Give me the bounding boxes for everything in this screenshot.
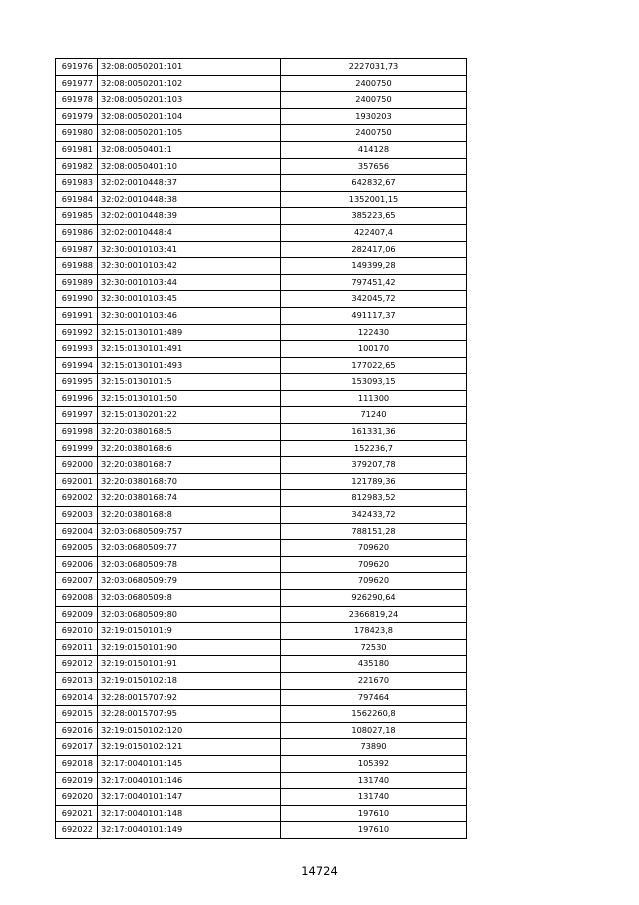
cadastral-number-cell: 32:08:0050201:104 [98,108,281,125]
row-number-cell: 692015 [56,706,98,723]
table-row [56,258,467,275]
cadastral-number-cell: 32:19:0150102:120 [98,722,281,739]
value-cell: 812983,52 [281,490,467,507]
cadastral-number-cell: 32:03:0680509:77 [98,540,281,557]
cadastral-number-cell: 32:15:0130201:22 [98,407,281,424]
cadastral-number-cell: 32:15:0130101:489 [98,324,281,341]
table-row [56,307,467,324]
cadastral-number-cell: 32:19:0150101:90 [98,639,281,656]
value-cell: 788151,28 [281,523,467,540]
row-number-cell: 691996 [56,390,98,407]
row-number-cell: 692003 [56,507,98,524]
row-number-cell: 692002 [56,490,98,507]
table-row [56,739,467,756]
row-number-cell: 691986 [56,224,98,241]
cadastral-number-cell: 32:03:0680509:79 [98,573,281,590]
cadastral-number-cell: 32:02:0010448:4 [98,224,281,241]
value-cell: 149399,28 [281,258,467,275]
table-row [56,722,467,739]
value-cell: 2366819,24 [281,606,467,623]
row-number-cell: 692016 [56,722,98,739]
cadastral-number-cell: 32:17:0040101:148 [98,805,281,822]
cadastral-number-cell: 32:20:0380168:6 [98,440,281,457]
value-cell: 797451,42 [281,274,467,291]
cadastral-number-cell: 32:03:0680509:8 [98,590,281,607]
row-number-cell: 692005 [56,540,98,557]
cadastral-number-cell: 32:02:0010448:38 [98,191,281,208]
row-number-cell: 691997 [56,407,98,424]
cadastral-number-cell: 32:02:0010448:39 [98,208,281,225]
cadastral-number-cell: 32:17:0040101:146 [98,772,281,789]
table-row [56,639,467,656]
value-cell: 435180 [281,656,467,673]
row-number-cell: 691983 [56,175,98,192]
row-number-cell: 691989 [56,274,98,291]
cadastral-number-cell: 32:19:0150102:18 [98,672,281,689]
row-number-cell: 691993 [56,341,98,358]
table-row [56,424,467,441]
cadastral-number-cell: 32:15:0130101:493 [98,357,281,374]
value-cell: 100170 [281,341,467,358]
row-number-cell: 692008 [56,590,98,607]
table-row [56,374,467,391]
row-number-cell: 692010 [56,623,98,640]
table-row [56,706,467,723]
table-row [56,92,467,109]
value-cell: 177022,65 [281,357,467,374]
table-row [56,141,467,158]
data-table [55,58,467,839]
table-row [56,440,467,457]
cadastral-number-cell: 32:08:0050201:102 [98,75,281,92]
value-cell: 709620 [281,573,467,590]
row-number-cell: 692020 [56,789,98,806]
row-number-cell: 691990 [56,291,98,308]
cadastral-number-cell: 32:15:0130101:5 [98,374,281,391]
table-row [56,59,467,76]
row-number-cell: 691978 [56,92,98,109]
value-cell: 152236,7 [281,440,467,457]
table-row [56,208,467,225]
value-cell: 2400750 [281,125,467,142]
table-row [56,473,467,490]
table-row [56,274,467,291]
cadastral-number-cell: 32:30:0010103:46 [98,307,281,324]
value-cell: 385223,65 [281,208,467,225]
row-number-cell: 692019 [56,772,98,789]
table-row [56,125,467,142]
value-cell: 797464 [281,689,467,706]
cadastral-number-cell: 32:19:0150101:9 [98,623,281,640]
row-number-cell: 692001 [56,473,98,490]
value-cell: 111300 [281,390,467,407]
cadastral-number-cell: 32:17:0040101:149 [98,822,281,839]
table-row [56,357,467,374]
value-cell: 2227031,73 [281,59,467,76]
row-number-cell: 691981 [56,141,98,158]
cadastral-number-cell: 32:08:0050401:1 [98,141,281,158]
value-cell: 414128 [281,141,467,158]
table-row [56,623,467,640]
table-row [56,291,467,308]
value-cell: 131740 [281,772,467,789]
table-row [56,324,467,341]
row-number-cell: 692006 [56,556,98,573]
table-row [56,175,467,192]
table-row [56,755,467,772]
value-cell: 1562260,8 [281,706,467,723]
cadastral-number-cell: 32:19:0150102:121 [98,739,281,756]
row-number-cell: 691985 [56,208,98,225]
cadastral-number-cell: 32:08:0050201:103 [98,92,281,109]
value-cell: 121789,36 [281,473,467,490]
row-number-cell: 692012 [56,656,98,673]
table-row [56,772,467,789]
row-number-cell: 691977 [56,75,98,92]
value-cell: 379207,78 [281,457,467,474]
value-cell: 73890 [281,739,467,756]
table-row [56,523,467,540]
cadastral-number-cell: 32:30:0010103:41 [98,241,281,258]
table-row [56,573,467,590]
cadastral-number-cell: 32:03:0680509:757 [98,523,281,540]
cadastral-number-cell: 32:17:0040101:145 [98,755,281,772]
cadastral-number-cell: 32:03:0680509:80 [98,606,281,623]
row-number-cell: 692009 [56,606,98,623]
row-number-cell: 691979 [56,108,98,125]
table-row [56,672,467,689]
table-row [56,490,467,507]
value-cell: 342433,72 [281,507,467,524]
table-row [56,224,467,241]
table-row [56,507,467,524]
table-row [56,656,467,673]
cadastral-number-cell: 32:28:0015707:92 [98,689,281,706]
value-cell: 642832,67 [281,175,467,192]
row-number-cell: 692014 [56,689,98,706]
cadastral-number-cell: 32:08:0050201:101 [98,59,281,76]
row-number-cell: 691984 [56,191,98,208]
cadastral-number-cell: 32:15:0130101:50 [98,390,281,407]
row-number-cell: 692018 [56,755,98,772]
value-cell: 122430 [281,324,467,341]
cadastral-number-cell: 32:20:0380168:8 [98,507,281,524]
value-cell: 72530 [281,639,467,656]
value-cell: 161331,36 [281,424,467,441]
cadastral-number-cell: 32:19:0150101:91 [98,656,281,673]
table-row [56,158,467,175]
cadastral-number-cell: 32:30:0010103:44 [98,274,281,291]
row-number-cell: 692021 [56,805,98,822]
table-row [56,805,467,822]
value-cell: 2400750 [281,92,467,109]
value-cell: 108027,18 [281,722,467,739]
value-cell: 2400750 [281,75,467,92]
value-cell: 491117,37 [281,307,467,324]
table-row [56,241,467,258]
row-number-cell: 692011 [56,639,98,656]
row-number-cell: 692022 [56,822,98,839]
cadastral-number-cell: 32:20:0380168:7 [98,457,281,474]
row-number-cell: 691987 [56,241,98,258]
row-number-cell: 691982 [56,158,98,175]
table-row [56,341,467,358]
table-row [56,556,467,573]
cadastral-number-cell: 32:20:0380168:70 [98,473,281,490]
cadastral-number-cell: 32:08:0050401:10 [98,158,281,175]
cadastral-number-cell: 32:17:0040101:147 [98,789,281,806]
table-body [56,59,467,839]
cadastral-number-cell: 32:08:0050201:105 [98,125,281,142]
table-row [56,108,467,125]
cadastral-number-cell: 32:30:0010103:42 [98,258,281,275]
value-cell: 71240 [281,407,467,424]
value-cell: 197610 [281,805,467,822]
value-cell: 422407,4 [281,224,467,241]
row-number-cell: 691994 [56,357,98,374]
table-row [56,191,467,208]
value-cell: 1930203 [281,108,467,125]
table-row [56,540,467,557]
value-cell: 709620 [281,556,467,573]
table-row [56,606,467,623]
row-number-cell: 691980 [56,125,98,142]
table-row [56,590,467,607]
value-cell: 131740 [281,789,467,806]
table-row [56,390,467,407]
cadastral-number-cell: 32:03:0680509:78 [98,556,281,573]
table-row [56,75,467,92]
value-cell: 197610 [281,822,467,839]
value-cell: 282417,06 [281,241,467,258]
page-number: 14724 [301,864,338,878]
row-number-cell: 691991 [56,307,98,324]
cadastral-number-cell: 32:20:0380168:5 [98,424,281,441]
table-row [56,457,467,474]
value-cell: 342045,72 [281,291,467,308]
cadastral-number-cell: 32:15:0130101:491 [98,341,281,358]
value-cell: 105392 [281,755,467,772]
table-row [56,407,467,424]
value-cell: 357656 [281,158,467,175]
row-number-cell: 692004 [56,523,98,540]
value-cell: 221670 [281,672,467,689]
table-row [56,689,467,706]
row-number-cell: 691999 [56,440,98,457]
row-number-cell: 691976 [56,59,98,76]
table-row [56,789,467,806]
row-number-cell: 692000 [56,457,98,474]
cadastral-number-cell: 32:28:0015707:95 [98,706,281,723]
cadastral-number-cell: 32:02:0010448:37 [98,175,281,192]
row-number-cell: 692013 [56,672,98,689]
value-cell: 1352001,15 [281,191,467,208]
row-number-cell: 691995 [56,374,98,391]
value-cell: 709620 [281,540,467,557]
value-cell: 178423,8 [281,623,467,640]
table-row [56,822,467,839]
cadastral-number-cell: 32:20:0380168:74 [98,490,281,507]
row-number-cell: 691998 [56,424,98,441]
value-cell: 926290,64 [281,590,467,607]
value-cell: 153093,15 [281,374,467,391]
row-number-cell: 691988 [56,258,98,275]
row-number-cell: 692007 [56,573,98,590]
row-number-cell: 691992 [56,324,98,341]
cadastral-number-cell: 32:30:0010103:45 [98,291,281,308]
row-number-cell: 692017 [56,739,98,756]
